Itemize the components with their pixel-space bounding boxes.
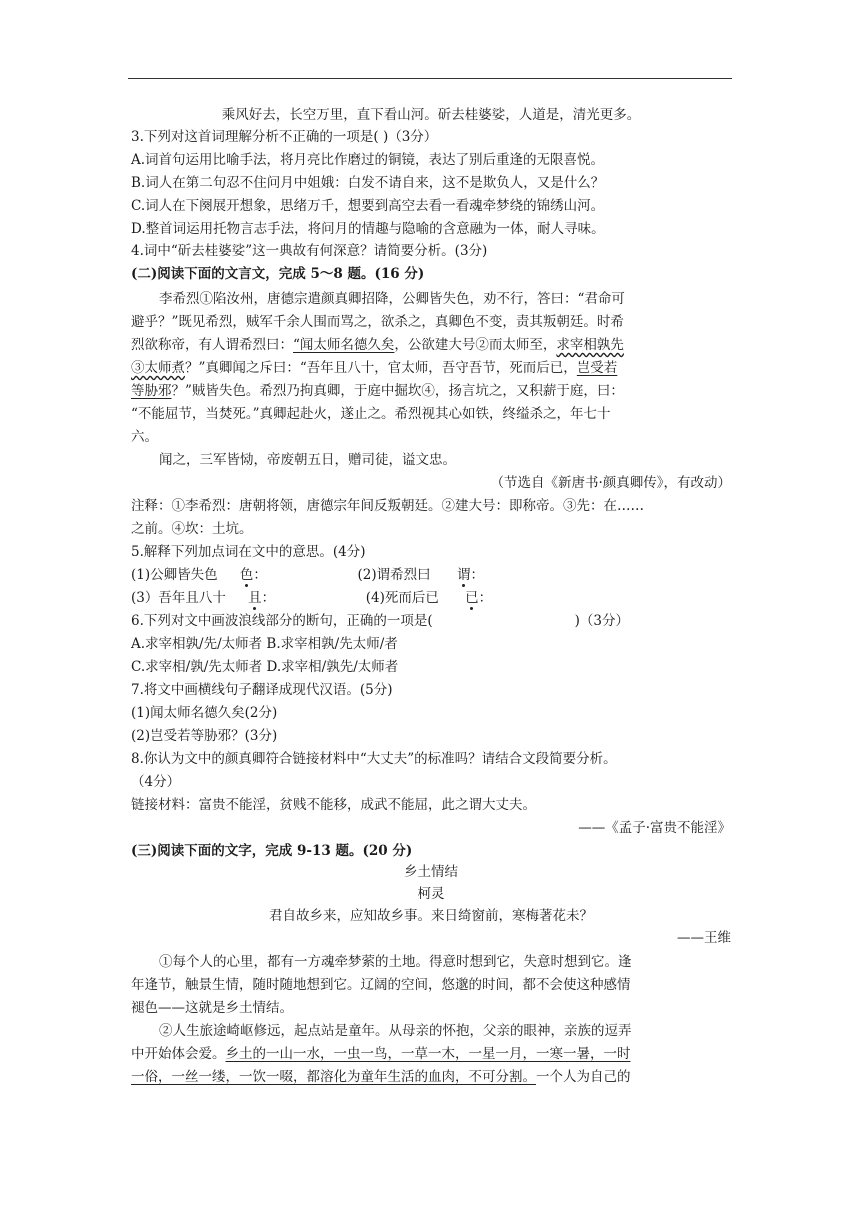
q5-item-2-word: 谓 [456,567,471,583]
essay-author: 柯灵 [417,886,445,902]
colon: ： [470,567,484,583]
q8-link-material: 链接材料：富贵不能淫，贫贱不能移，成武不能屈，此之谓大丈夫。 [131,797,536,813]
q5-item-1: (1)公卿皆失色 [131,567,218,583]
poem-last-line: 乘风好去，长空万里，直下看山河。斫去桂婆娑，人道是，清光更多。 [221,107,641,123]
q3-option-d: D.整首词运用托物言志手法，将问月的情趣与隐喻的含意融为一体，耐人寻味。 [131,221,605,237]
essay-text: 一个人为自己的 [536,1069,631,1085]
q7-item-2: (2)岂受若等胁邪？(3分) [131,728,278,744]
q5-item-3: (3）吾年且八十 [131,590,226,606]
passage-source: （节选自《新唐书·颜真卿传》，有改动） [490,475,731,491]
q8-link-source: ——《孟子·富贵不能淫》 [578,820,731,836]
q8-stem: 8.你认为文中的颜真卿符合链接材料中“大丈夫”的标准吗？请结合文段简要分析。 [131,751,617,767]
wavy-underlined-phrase: 求宰相孰先 [556,337,624,353]
section-2-title: (二)阅读下面的文言文，完成 5～8 题。(16 分) [131,266,425,282]
q5-item-1-word: 色 [239,567,254,583]
underlined-sentence: 一俗，一丝一缕，一饮一啜，都溶化为童年生活的血肉，不可分割。 [131,1069,536,1085]
passage-text: ？”贼皆失色。希烈乃拘真卿，于庭中掘坎④，扬言坑之，又积薪于庭，曰： [171,383,624,399]
passage-line: 李希烈①陷汝州，唐德宗遣颜真卿招降，公卿皆失色，劝不行，答曰：“君命可 [159,291,625,307]
q7-stem: 7.将文中画横线句子翻译成现代汉语。(5分) [131,682,393,698]
notes-line: 之前。④坎：土坑。 [131,521,253,537]
passage-text: ？”真卿闻之斥曰：“吾年且八十，官太师，吾守吾节，死而后已， [185,360,577,376]
passage-line: “不能屈节，当焚死。”真卿起赴火，遂止之。希烈视其心如铁，终缢杀之，年七十 [131,406,611,422]
passage-line: 六。 [131,429,158,445]
q7-item-1: (1)闻太师名德久矣(2分) [131,705,278,721]
essay-line: ②人生旅途崎岖修远，起点站是童年。从母亲的怀抱，父亲的眼神，亲族的逗弄 [159,1023,632,1039]
q5-items-row-2 [131,588,731,608]
colon: ： [253,567,267,583]
q5-stem: 5.解释下列加点词在文中的意思。(4分) [131,544,366,560]
q3-option-a: A.词首句运用比喻手法，将月亮比作磨过的铜镜，表达了别后重逢的无限喜悦。 [131,152,605,168]
epigraph-source: ——王维 [677,930,731,946]
colon: ： [478,590,493,606]
essay-line: ①每个人的心里，都有一方魂牵梦萦的土地。得意时想到它，失意时想到它。逢 [159,954,632,970]
passage-text: 烈欲称帝，有人谓希烈曰： [131,337,293,353]
section-3-title: (三)阅读下面的文字，完成 9-13 题。(20 分) [131,843,413,859]
underlined-sentence-2: 岂受若 [576,360,618,376]
essay-line: 褪色——这就是乡土情结。 [131,1000,293,1016]
header-rule [128,78,732,79]
passage-text: ，公欲建大号②而太师至， [394,337,557,353]
q6-stem-text: 6.下列对文中画波浪线部分的断句，正确的一项是( [131,613,433,629]
q8-stem-points: （4分） [131,774,181,790]
q3-option-b: B.词人在第二句忍不住问月中姐娥：白发不请自来，这不是欺负人，又是什么？ [131,175,605,191]
passage-line: 闻之，三军皆恸，帝废朝五日，赠司徒，谥文忠。 [159,452,456,468]
q3-option-c: C.词人在下阕展开想象，思绪万千，想要到高空去看一看魂牵梦绕的锦绣山河。 [131,198,605,214]
underlined-sentence: 乡土的一山一水，一虫一鸟，一草一木，一星一月，一寒一暑，一时 [225,1046,631,1062]
q4-stem: 4.词中“斫去桂婆娑”这一典故有何深意？请简要分析。(3分) [131,243,488,259]
q5-item-3-word: 且 [248,590,262,606]
passage-line [131,358,731,378]
essay-line: 年逢节，触景生情，随时随地想到它。辽阔的空间，悠邈的时间，都不会使这种感情 [131,977,631,993]
wavy-underlined-phrase: ③太师煮 [131,360,185,376]
q5-item-4: (4)死而后已 [365,590,439,606]
q6-stem [131,611,731,631]
notes-line: 注释：①李希烈：唐朝将领，唐德宗年间反叛朝廷。②建大号：即称帝。③先：在…… [131,498,644,514]
q5-item-4-word: 已 [465,590,479,606]
essay-line [131,1067,731,1087]
q5-items-row-1 [131,565,731,585]
q3-stem: 3.下列对这首词理解分析不正确的一项是( )（3分） [131,129,438,145]
essay-title: 乡土情结 [404,864,458,880]
passage-line [131,381,731,401]
q6-options-cd: C.求宰相/孰/先太师者 D.求宰相/孰先/太师者 [131,659,399,675]
colon: ： [261,590,276,606]
passage-line: 避乎？”既见希烈，贼军千余人围而骂之，欲杀之，真卿色不变，责其叛朝廷。时希 [131,314,624,330]
essay-line [131,1044,731,1064]
q5-item-2: (2)谓希烈曰 [357,567,431,583]
passage-line [131,335,731,355]
underlined-sentence-1: “闻太师名德久矣 [293,337,395,353]
epigraph: 君自故乡来，应知故乡事。来日绮窗前，寒梅著花未？ [269,908,593,924]
q6-options-ab: A.求宰相孰/先/太师者 B.求宰相孰/先太师/者 [131,636,398,652]
essay-text: 中开始体会爱。 [131,1046,226,1062]
q6-stem-end: )（3分） [574,613,630,629]
underlined-sentence-2: 等胁邪 [131,383,172,399]
